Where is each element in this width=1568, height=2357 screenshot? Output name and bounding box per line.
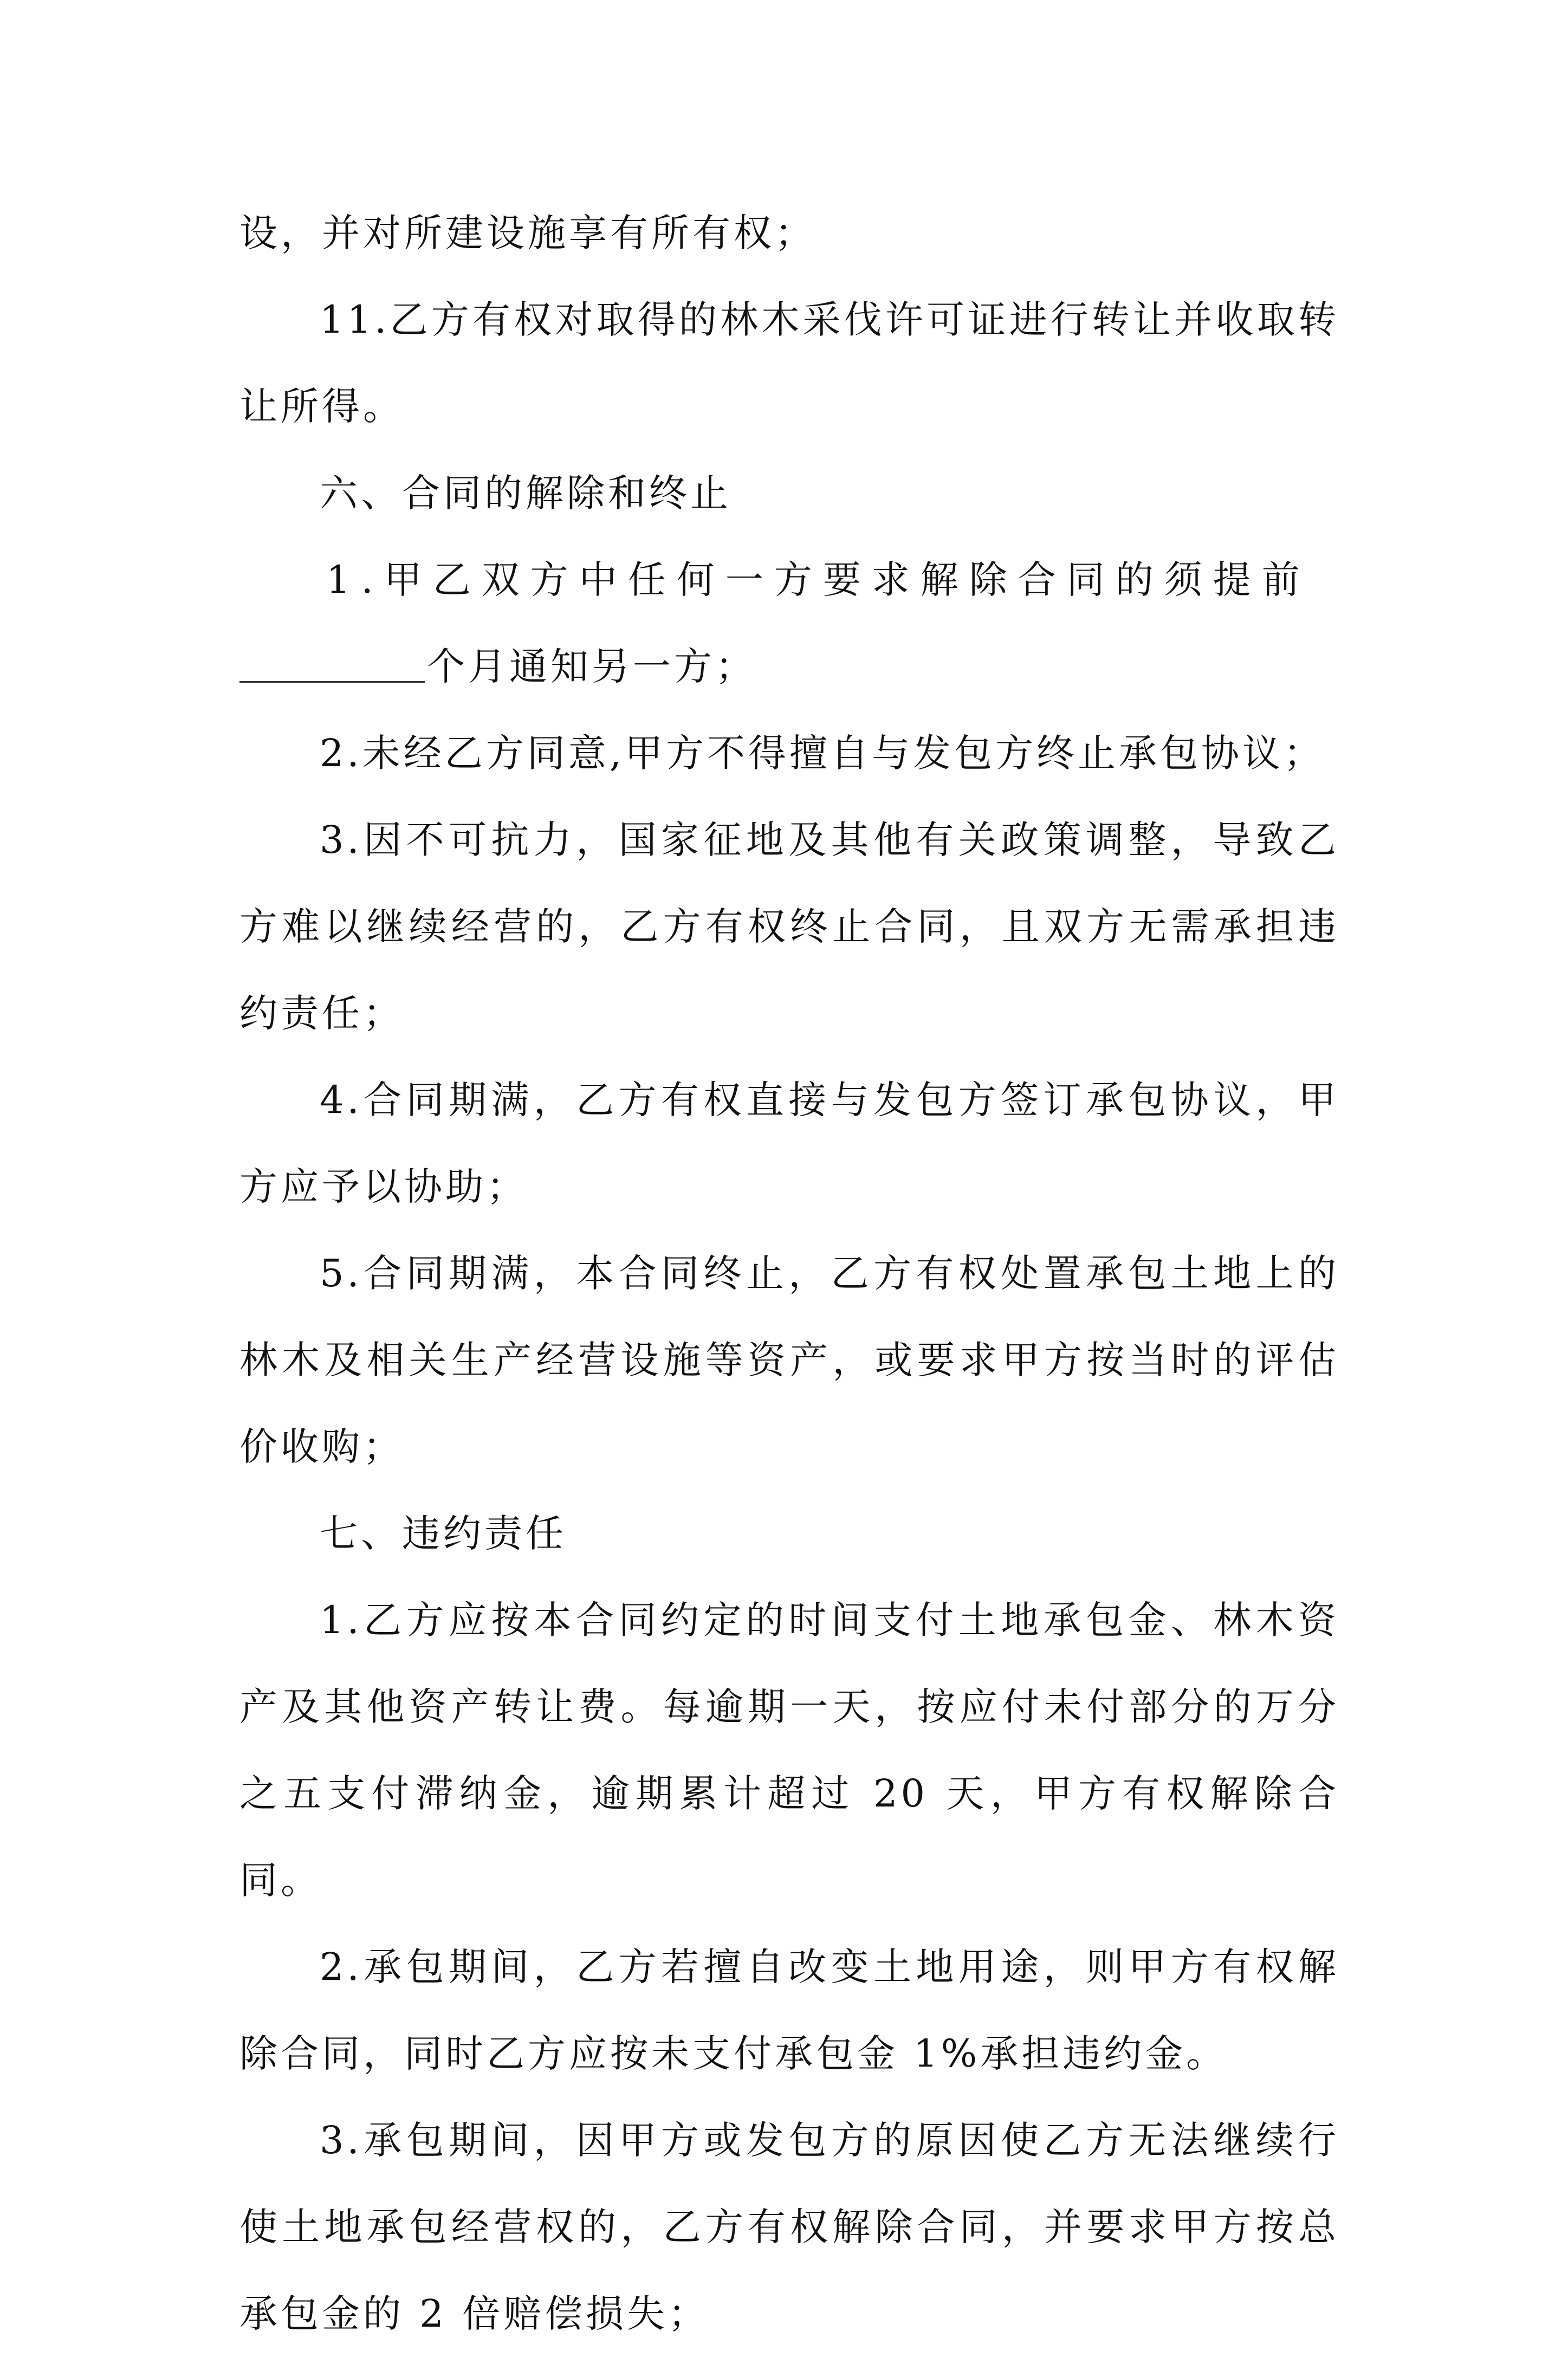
fill-in-blank-months[interactable] bbox=[239, 643, 425, 683]
clause-6-2: 2.未经乙方同意,甲方不得擅自与发包方终止承包协议； bbox=[320, 731, 1325, 775]
clause-6-1-continued bbox=[239, 623, 1339, 710]
clause-6-5: 5.合同期满，本合同终止，乙方有权处置承包土地上的林木及相关生产经营设施等资产，或要求甲方按当时的评估价收购； bbox=[239, 1251, 1339, 1469]
clause-6-4: 4.合同期满，乙方有权直接与发包方签订承包协议，甲方应予以协助； bbox=[239, 1078, 1339, 1209]
clause-6-1 bbox=[239, 536, 1339, 623]
clause-7-1: 1.乙方应按本合同约定的时间支付土地承包金、林木资产及其他资产转让费。每逾期一天，按应付未付部分的万分之五支付滞纳金，逾期累计超过 20 天，甲方有权解除合同。 bbox=[239, 1598, 1339, 1902]
clause-5-11: 11.乙方有权对取得的林木采伐许可证进行转让并收取转让所得。 bbox=[239, 297, 1339, 429]
document-body bbox=[239, 190, 1339, 2357]
clause-6-1-text-after: 个月通知另一方； bbox=[427, 644, 756, 689]
clause-6-1-text-before: 1.甲乙双方中任何一方要求解除合同的须提前 bbox=[326, 558, 1311, 602]
paragraph-continuation: 设，并对所建设施享有所有权； bbox=[239, 211, 816, 255]
section-heading-termination: 六、合同的解除和终止 bbox=[320, 471, 731, 515]
section-heading-liability: 七、违约责任 bbox=[320, 1511, 567, 1556]
clause-7-2: 2.承包期间，乙方若擅自改变土地用途，则甲方有权解除合同，同时乙方应按未支付承包金 1%承担违约金。 bbox=[239, 1945, 1339, 2076]
clause-7-3: 3.承包期间，因甲方或发包方的原因使乙方无法继续行使土地承包经营权的，乙方有权解除合同，并要求甲方按总承包金的 2 倍赔偿损失； bbox=[239, 2118, 1339, 2336]
clause-6-3: 3.因不可抗力，国家征地及其他有关政策调整，导致乙方难以继续经营的，乙方有权终止合同，且双方无需承担违约责任； bbox=[239, 818, 1339, 1035]
